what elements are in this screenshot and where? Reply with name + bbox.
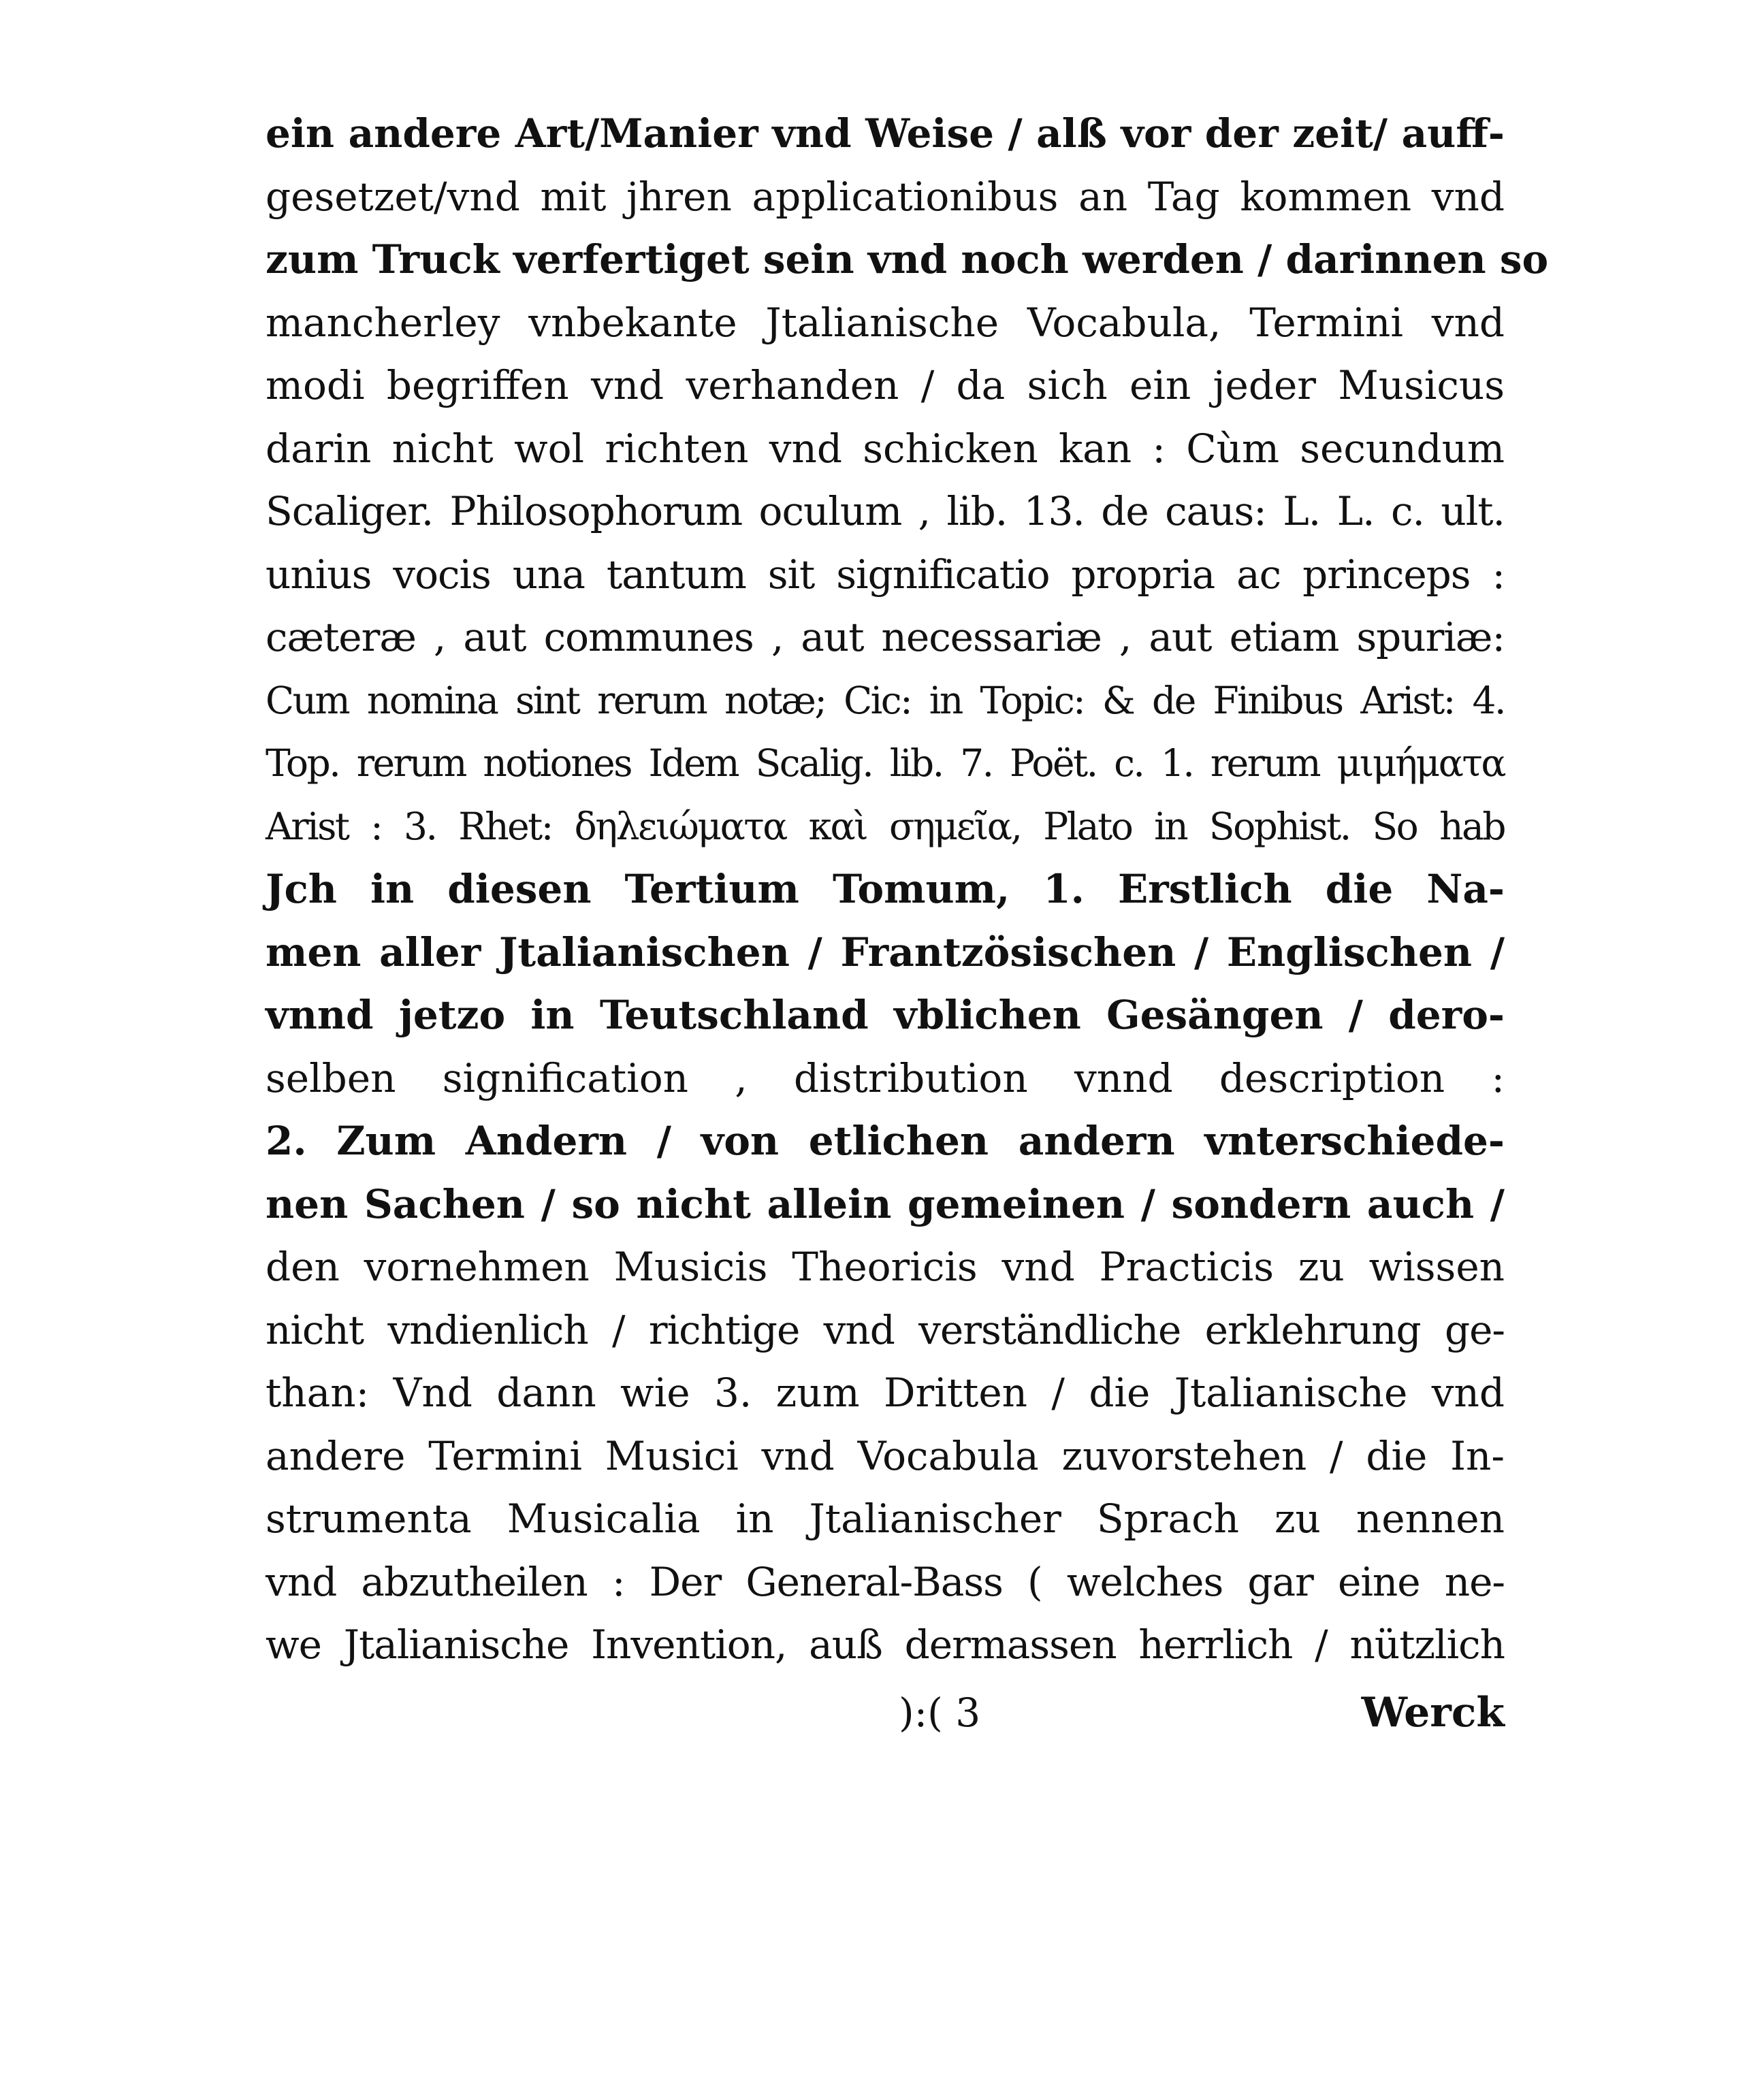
text-line: strumenta Musicalia in Jtalianischer Sprach zu nennen — [266, 1496, 1505, 1542]
text-line: zum Truck verfertiget sein vnd noch werden / darinnen so — [266, 236, 1549, 282]
body-text — [266, 102, 1549, 1677]
text-line: selben signification , distribution vnnd description : — [266, 1054, 1505, 1101]
text-line: Arist : 3. Rhet: δηλειώματα καὶ σημεῖα, Plato in Sophist. So hab — [266, 804, 1505, 848]
text-line: nicht vndienlich / richtige vnd verständliche erklehrung ge- — [266, 1306, 1505, 1353]
text-line: Cum nomina sint rerum notæ; Cic: in Topic: & de Finibus Arist: 4. — [266, 678, 1505, 722]
text-line: cæteræ , aut communes , aut necessariæ , aut etiam spuriæ: — [266, 614, 1505, 660]
text-line: Top. rerum notiones Idem Scalig. lib. 7. Poët. c. 1. rerum μιμήματα — [266, 741, 1505, 785]
page-footer — [266, 1681, 1505, 1745]
text-line: vnnd jetzo in Teutschland vblichen Gesängen / dero- — [266, 992, 1505, 1038]
text-line: gesetzet/vnd mit jhren applicationibus an Tag kommen vnd — [266, 173, 1505, 220]
text-line: we Jtalianische Invention, auß dermassen herrlich / nützlich — [266, 1621, 1505, 1668]
text-line: den vornehmen Musicis Theoricis vnd Practicis zu wissen — [266, 1244, 1505, 1290]
catchword: Werck — [1361, 1689, 1505, 1736]
text-line: modi begriffen vnd verhanden / da sich ein jeder Musicus — [266, 362, 1505, 408]
text-line: Jch in diesen Tertium Tomum, 1. Erstlich die Na- — [266, 866, 1505, 912]
text-line: mancherley vnbekante Jtalianische Vocabula, Termini vnd — [266, 299, 1505, 346]
text-line: nen Sachen / so nicht allein gemeinen / sondern auch / — [266, 1180, 1505, 1227]
text-line: 2. Zum Andern / von etlichen andern vnterschiede- — [266, 1118, 1505, 1164]
text-line: vnd abzutheilen : Der General-Bass ( welches gar eine ne- — [266, 1558, 1505, 1605]
signature-mark: ):( 3 — [899, 1690, 981, 1736]
text-line: ein andere Art/Manier vnd Weise / alß vor der zeit/ auff- — [266, 110, 1505, 157]
text-line: than: Vnd dann wie 3. zum Dritten / die Jtalianische vnd — [266, 1370, 1505, 1416]
text-line: andere Termini Musici vnd Vocabula zuvorstehen / die In- — [266, 1432, 1505, 1479]
text-line: darin nicht wol richten vnd schicken kan : Cùm secundum — [266, 425, 1505, 472]
text-line: Scaliger. Philosophorum oculum , lib. 13. de caus: L. L. c. ult. — [266, 488, 1505, 534]
text-line: men aller Jtalianischen / Frantzösischen / Englischen / — [266, 928, 1505, 975]
text-line: unius vocis una tantum sit significatio propria ac princeps : — [266, 551, 1505, 598]
